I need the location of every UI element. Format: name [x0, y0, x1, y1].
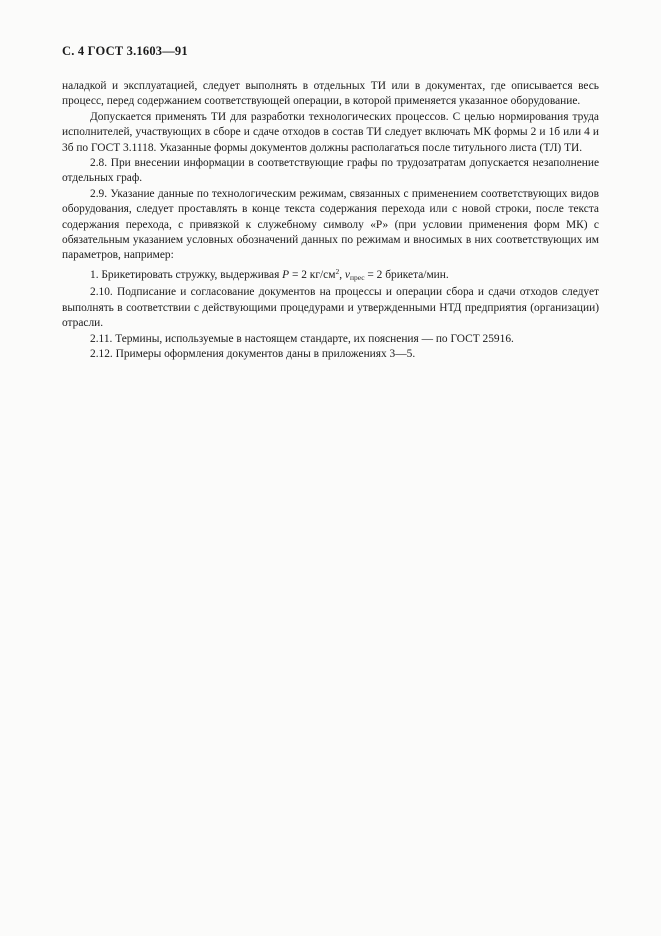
paragraph-ti-usage: Допускается применять ТИ для разработки технологических процессов. С целью нормирования труда исполнителей, участвующих в сборе и сдаче отходов в состав ТИ следует включать МК формы 2 и 1б или 4 и 3б по ГОСТ 3.1118. Указанные формы документов должны располагаться после титульного листа (ТЛ) ТИ. — [62, 110, 599, 154]
velocity-value: = 2 брикета/мин. — [364, 268, 449, 281]
pressure-value: = 2 кг/см — [289, 268, 336, 281]
velocity-subscript: прес — [349, 272, 365, 282]
paragraph-2-11: 2.11. Термины, используемые в настоящем стандарте, их пояснения — по ГОСТ 25916. — [90, 332, 514, 345]
page-header: С. 4 ГОСТ 3.1603—91 — [62, 44, 188, 58]
paragraph-continuation: наладкой и эксплуатацией, следует выполнять в отдельных ТИ или в документах, где описывается весь процесс, перед содержанием соответствующей операции, в которой применяется указанное оборудование. — [62, 80, 599, 108]
paragraph-2-9: 2.9. Указание данные по технологическим режимам, связанных с применением соответствующих видов оборудования, следует проставлять в конце текста содержания перехода или с новой строки, после текста содержания перехода, с привязкой к служебному символу «Р» (при условии применения форм МК) с обязательным указанием условных обозначений данных по режимам и вносимых в них соответствующих им параметров, например: — [62, 187, 599, 262]
paragraph-2-12: 2.12. Примеры оформления документов даны в приложениях 3—5. — [90, 347, 416, 360]
paragraph-2-10: 2.10. Подписание и согласование документов на процессы и операции сбора и сдачи отходов следует выполнять в соответствии с действующими процедурами и утвержденными НТД предприятия (организации) отрасли. — [62, 286, 599, 330]
example-start: 1. Брикетировать стружку, выдерживая — [90, 268, 283, 281]
body-text — [62, 79, 599, 362]
paragraph-2-8: 2.8. При внесении информации в соответствующие графы по трудозатратам допускается незаполнение отдельных граф. — [62, 157, 599, 185]
paragraph-example — [62, 264, 599, 285]
pressure-symbol: P — [282, 268, 290, 281]
velocity-symbol: v — [344, 268, 350, 281]
example-comma: , — [339, 268, 345, 281]
pressure-exponent: 2 — [335, 266, 340, 276]
